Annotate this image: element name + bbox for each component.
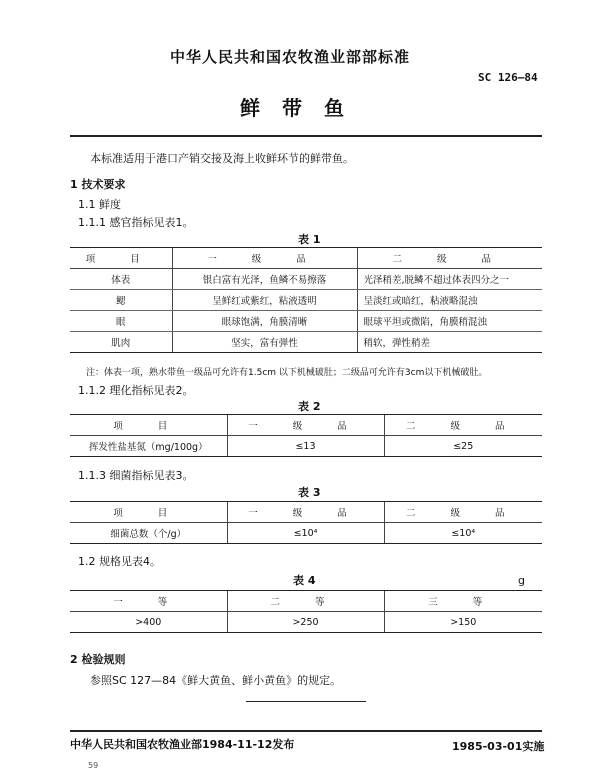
- table-cell: 光泽稍差,脱鳞不超过体表四分之一: [357, 269, 542, 290]
- table-cell: 体表: [70, 269, 172, 290]
- table-3-header-item: 项 目: [70, 502, 227, 523]
- section-1-1: 1.1 鲜度: [78, 198, 121, 211]
- table-cell: ≤10⁴: [227, 523, 384, 544]
- page-number: 59: [88, 761, 99, 770]
- table-4-header-grade3: 三 等: [384, 591, 542, 612]
- table-4-title: 表 4: [293, 574, 316, 587]
- table-1-note: 注：体表一项，熟水带鱼一级品可允许有1.5cm 以下机械破肚；二级品可允许有3cm以下机械破肚。: [86, 368, 488, 378]
- table-3-header-grade2: 二 级 品: [384, 502, 542, 523]
- table-cell: 挥发性盐基氮（mg/100g）: [70, 436, 227, 457]
- table-row: [70, 311, 542, 332]
- table-cell: ≤13: [227, 436, 384, 457]
- intro-text: 本标准适用于港口产销交接及海上收鲜环节的鲜带鱼。: [90, 152, 354, 165]
- table-4: [70, 590, 542, 633]
- table-cell: 呈鲜红或紫红，粘液透明: [172, 290, 357, 311]
- table-row: [70, 523, 542, 544]
- section-1-1-1: 1.1.1 感官指标见表1。: [78, 216, 194, 229]
- table-cell: 鳃: [70, 290, 172, 311]
- table-3-title: 表 3: [298, 486, 321, 499]
- table-row: [70, 290, 542, 311]
- effective-date: 1985-03-01实施: [452, 740, 545, 753]
- section-1-2: 1.2 规格见表4。: [78, 555, 161, 568]
- table-2-header-grade1: 一 级 品: [227, 415, 384, 436]
- section-2-text: 参照SC 127—84《鲜大黄鱼、鲜小黄鱼》的规定。: [90, 674, 342, 687]
- footer-rule: [70, 730, 542, 732]
- section-1-title: 1 技术要求: [70, 178, 126, 191]
- section-2-title: 2 检验规则: [70, 653, 126, 666]
- table-2-header-item: 项 目: [70, 415, 227, 436]
- table-cell: ≤10⁴: [384, 523, 542, 544]
- table-cell: 肌肉: [70, 332, 172, 353]
- table-cell: 坚实，富有弹性: [172, 332, 357, 353]
- standard-number: SC 126—84: [478, 71, 538, 84]
- table-row: [70, 436, 542, 457]
- table-cell: 呈淡红或暗红，粘液略混浊: [357, 290, 542, 311]
- document-title: 鲜带鱼: [240, 96, 366, 120]
- table-2: [70, 414, 542, 457]
- table-cell: >150: [384, 612, 542, 633]
- table-1: [70, 247, 542, 353]
- table-cell: 稍软，弹性稍差: [357, 332, 542, 353]
- issue-date: 中华人民共和国农牧渔业部1984-11-12发布: [70, 738, 295, 751]
- table-1-header-grade1: 一 级 品: [172, 248, 357, 269]
- table-row: [70, 269, 542, 290]
- table-cell: 眼球平坦或微陷，角膜稍混浊: [357, 311, 542, 332]
- table-cell: ≤25: [384, 436, 542, 457]
- table-4-header-grade2: 二 等: [227, 591, 384, 612]
- table-3: [70, 501, 542, 544]
- table-cell: 银白富有光泽，鱼鳞不易擦落: [172, 269, 357, 290]
- table-4-unit: g: [518, 574, 525, 587]
- end-rule: [246, 701, 366, 702]
- table-2-title: 表 2: [298, 400, 321, 413]
- title-rule: [70, 135, 542, 137]
- table-4-header-grade1: 一 等: [70, 591, 227, 612]
- section-1-1-2: 1.1.2 理化指标见表2。: [78, 384, 194, 397]
- org-title: 中华人民共和国农牧渔业部部标准: [170, 48, 411, 66]
- table-cell: >250: [227, 612, 384, 633]
- table-cell: 眼球饱满，角膜清晰: [172, 311, 357, 332]
- table-2-header-grade2: 二 级 品: [384, 415, 542, 436]
- table-cell: 细菌总数（个/g）: [70, 523, 227, 544]
- table-cell: 眼: [70, 311, 172, 332]
- table-cell: >400: [70, 612, 227, 633]
- table-row: [70, 332, 542, 353]
- table-3-header-grade1: 一 级 品: [227, 502, 384, 523]
- table-1-header-item: 项 目: [70, 248, 172, 269]
- table-row: [70, 612, 542, 633]
- table-1-title: 表 1: [298, 233, 321, 246]
- section-1-1-3: 1.1.3 细菌指标见表3。: [78, 469, 194, 482]
- table-1-header-grade2: 二 级 品: [357, 248, 542, 269]
